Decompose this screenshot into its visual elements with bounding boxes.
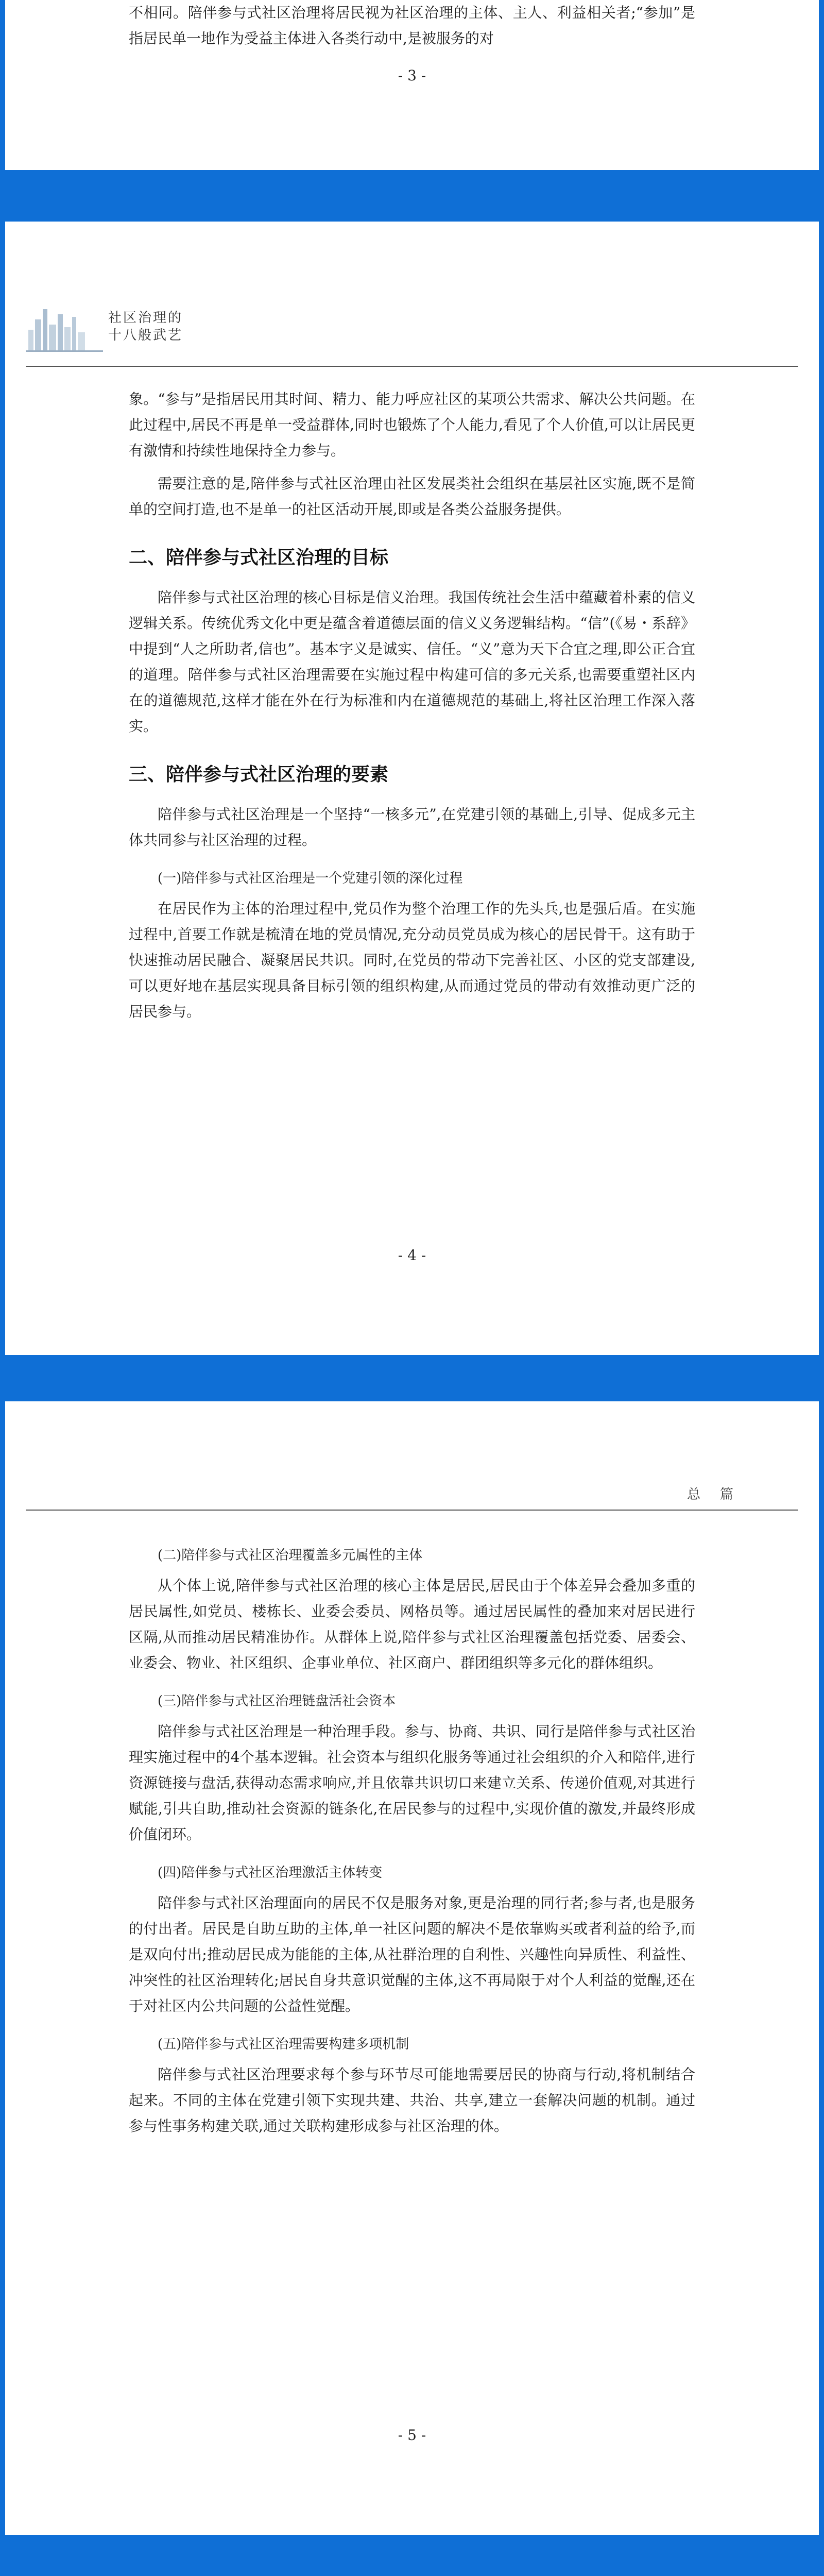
page-3 bbox=[5, 0, 819, 170]
book-title bbox=[108, 309, 183, 344]
section-heading: 二、陪伴参与式社区治理的目标 bbox=[129, 547, 389, 568]
paragraph: 陪伴参与式社区治理要求每个参与环节尽可能地需要居民的协商与行动,将机制结合起来。不同的主体在党建引领下实现共建、共治、共享,建立一套解决问题的机制。通过参与性事务构建关联,通过关联构建形成参与社区治理的体。 bbox=[129, 2066, 695, 2134]
section-heading: 三、陪伴参与式社区治理的要素 bbox=[129, 764, 389, 785]
page-number: - 4 - bbox=[398, 1247, 426, 1264]
paragraph: 在居民作为主体的治理过程中,党员作为整个治理工作的先头兵,也是强后盾。在实施过程中,首要工作就是梳清在地的党员情况,充分动员党员成为核心的居民骨干。这有助于快速推动居民融合、凝聚居民共识。同时,在党员的带动下完善社区、小区的党支部建设,可以更好地在基层实现具备目标引领的组织构建,从而通过党员的带动有效推动更广泛的居民参与。 bbox=[129, 900, 695, 1020]
paragraph: 从个体上说,陪伴参与式社区治理的核心主体是居民,居民由于个体差异会叠加多重的居民属性,如党员、楼栋长、业委会委员、网格员等。通过居民属性的叠加来对居民进行区隔,从而推动居民精准协作。从群体上说,陪伴参与式社区治理覆盖包括党委、居委会、业委会、物业、社区组织、企事业单位、社区商户、群团组织等多元化的群体组织。 bbox=[129, 1577, 695, 1671]
subsection-heading: (四)陪伴参与式社区治理激活主体转变 bbox=[158, 1865, 383, 1880]
header-rule bbox=[26, 1510, 798, 1511]
page-4 bbox=[5, 222, 819, 1355]
subsection-heading: (二)陪伴参与式社区治理覆盖多元属性的主体 bbox=[158, 1548, 423, 1563]
header-rule bbox=[26, 366, 798, 367]
page-4-content bbox=[129, 386, 695, 1025]
page-3-text: 不相同。陪伴参与式社区治理将居民视为社区治理的主体、主人、利益相关者;“参加”是指居民单一地作为受益主体进入各类行动中,是被服务的对 bbox=[129, 4, 695, 47]
page-5-content bbox=[129, 1530, 695, 2139]
page-number: - 3 - bbox=[398, 67, 426, 84]
subsection-heading: (五)陪伴参与式社区治理需要构建多项机制 bbox=[158, 2037, 409, 2052]
page-5 bbox=[5, 1401, 819, 2535]
paragraph: 需要注意的是,陪伴参与式社区治理由社区发展类社会组织在基层社区实施,既不是简单的空间打造,也不是单一的社区活动开展,即或是各类公益服务提供。 bbox=[129, 475, 695, 518]
book-header-logo bbox=[26, 299, 242, 366]
subsection-heading: (三)陪伴参与式社区治理链盘活社会资本 bbox=[158, 1693, 396, 1709]
page-number: - 5 - bbox=[398, 2427, 426, 2444]
book-title-line2: 十八般武艺 bbox=[108, 328, 183, 343]
paragraph: 陪伴参与式社区治理面向的居民不仅是服务对象,更是治理的同行者;参与者,也是服务的付出者。居民是自助互助的主体,单一社区问题的解决不是依靠购买或者利益的给予,而是双向付出;推动居民成为能能的主体,从社群治理的自利性、兴趣性向异质性、利益性、冲突性的社区治理转化;居民自身共意识觉醒的主体,这不再局限于对个人利益的觉醒,还在于对社区内公共问题的公益性觉醒。 bbox=[129, 1894, 695, 2014]
page-3-content bbox=[129, 0, 695, 52]
subsection-heading: (一)陪伴参与式社区治理是一个党建引领的深化过程 bbox=[158, 871, 463, 886]
paragraph: 象。“参与”是指居民用其时间、精力、能力呼应社区的某项公共需求、解决公共问题。在此过程中,居民不再是单一受益群体,同时也锻炼了个人能力,看见了个人价值,可以让居民更有激情和持续性地保持全力参与。 bbox=[129, 391, 695, 459]
book-title-line1: 社区治理的 bbox=[108, 310, 183, 326]
paragraph: 陪伴参与式社区治理的核心目标是信义治理。我国传统社会生活中蕴藏着朴素的信义逻辑关系。传统优秀文化中更是蕴含着道德层面的信义义务逻辑结构。“信”(《易・系辞》中提到“人之所助者,信也”。基本字义是诚实、信任。“义”意为天下合宜之理,即公正合宜的道理。陪伴参与式社区治理需要在实施过程中构建可信的多元关系,也需要重塑社区内在的道德规范,这样才能在外在行为标准和内在道德规范的基础上,将社区治理工作深入落实。 bbox=[129, 589, 695, 735]
running-header: 总 篇 bbox=[686, 1487, 736, 1502]
paragraph: 陪伴参与式社区治理是一个坚持“一核多元”,在党建引领的基础上,引导、促成多元主体共同参与社区治理的过程。 bbox=[129, 806, 695, 849]
paragraph: 陪伴参与式社区治理是一种治理手段。参与、协商、共识、同行是陪伴参与式社区治理实施过程中的4个基本逻辑。社会资本与组织化服务等通过社会组织的介入和陪伴,进行资源链接与盘活,获得动态需求响应,并且依靠共识切口来建立关系、传递价值观,对其进行赋能,引共自助,推动社会资源的链条化,在居民参与的过程中,实现价值的激发,并最终形成价值闭环。 bbox=[129, 1723, 695, 1843]
city-skyline-icon bbox=[26, 299, 103, 355]
